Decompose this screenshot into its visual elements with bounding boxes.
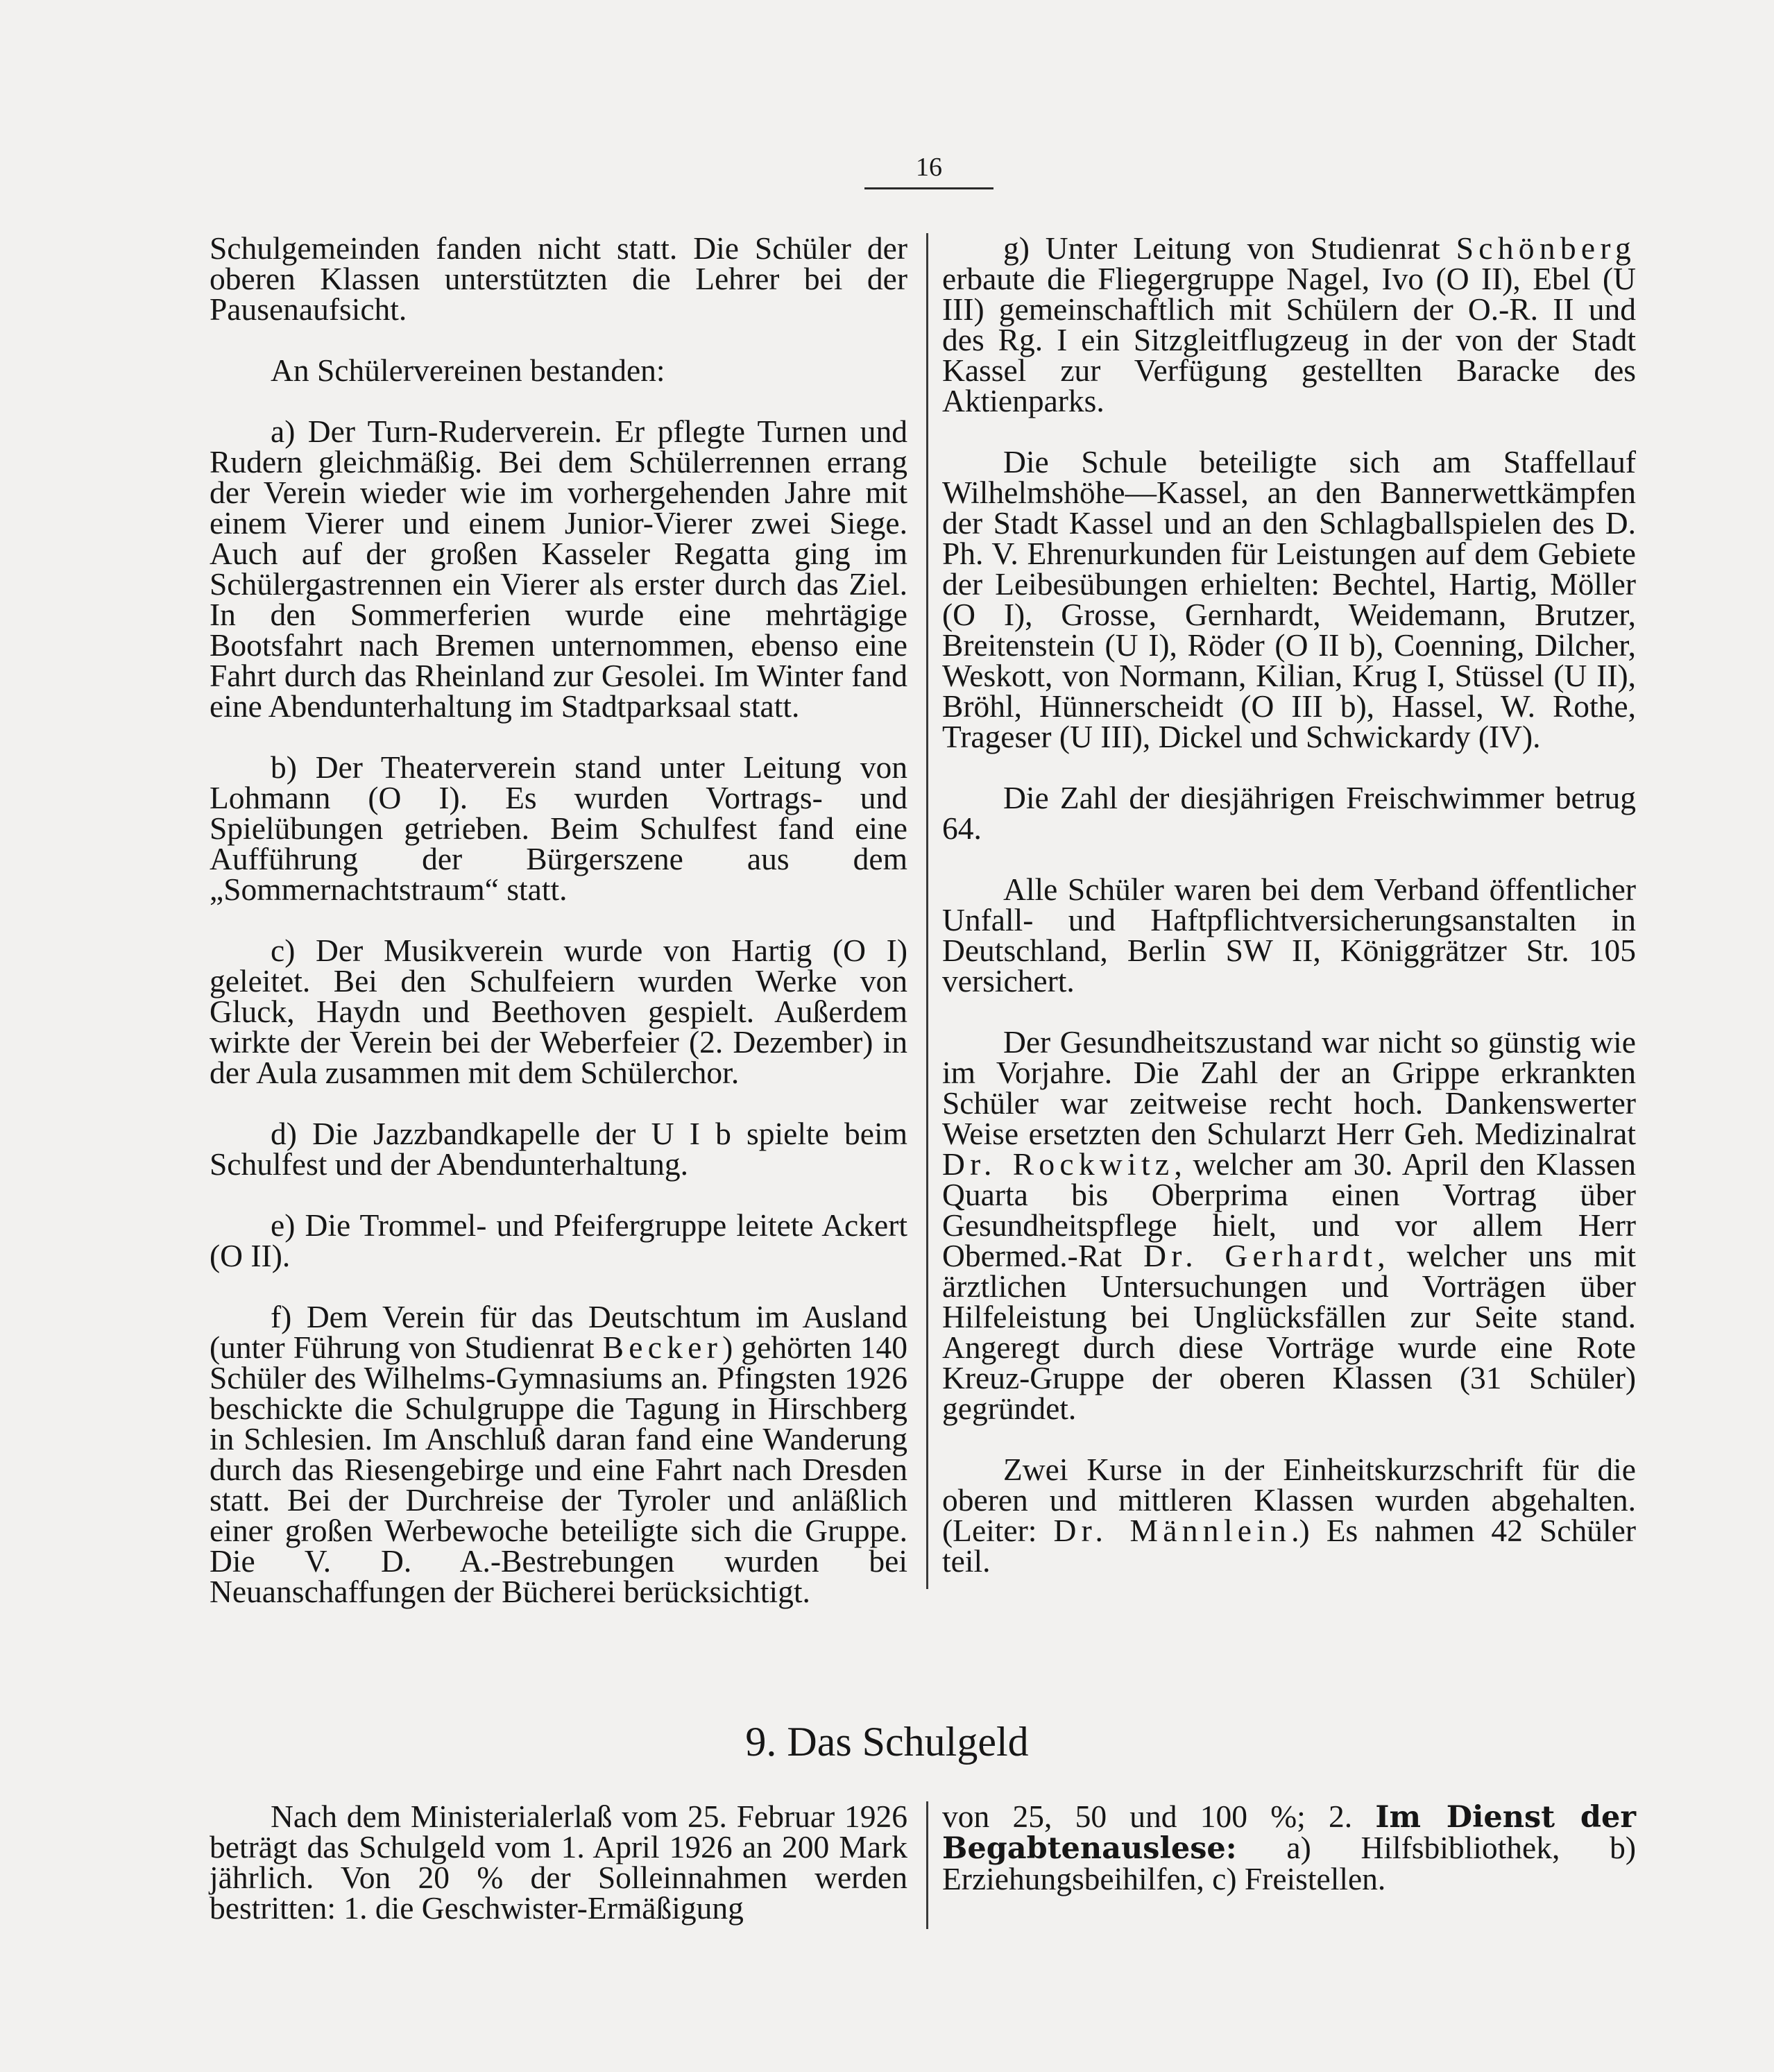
text-segment: f) Dem Verein für das Deutschtum im Ausland (unter Führung von Studienrat	[210, 1299, 907, 1365]
text-segment: Der Gesundheitszustand war nicht so günstig wie im Vorjahre. Die Zahl der an Grippe erkrankten Schüler war zeitweise recht hoch. Dankenswerter Weise ersetzten den Schularzt Herr Geh. Medizinalrat	[942, 1024, 1636, 1151]
column-divider-upper	[926, 233, 928, 1589]
paragraph-gesundheitszustand	[942, 1024, 1636, 1426]
text-segment: von 25, 50 und 100 %; 2.	[942, 1799, 1376, 1834]
paragraph-schulgeld: Nach dem Ministerialerlaß vom 25. Februar 1926 beträgt das Schulgeld vom 1. April 1926 an 200 Mark jährlich. Von 20 % der Solleinnahmen werden bestritten: 1. die Geschwister-Ermäßigung	[210, 1799, 907, 1926]
text-segment: a) Hilfsbibliothek, b) Erziehungsbeihilfen, c) Freistellen.	[942, 1830, 1636, 1896]
text-segment: g) Unter Leitung von Studienrat	[1003, 230, 1456, 266]
person-name: Dr. Gerhardt	[1143, 1238, 1378, 1273]
text-segment: erbaute die Fliegergruppe Nagel, Ivo (O II), Ebel (U III) gemeinschaftlich mit Schülern der O.-R. II und des Rg. I ein Sitzgleitflugzeug in der von der Stadt Kassel zur Verfügung gestellten Baracke des Aktienparks.	[942, 261, 1636, 418]
paragraph-freischwimmer: Die Zahl der diesjährigen Freischwimmer betrug 64.	[942, 780, 1636, 846]
person-name: Becker	[602, 1330, 723, 1365]
text-segment: ) gehörten 140 Schüler des Wilhelms-Gymnasiums an. Pfingsten 1926 beschickte die Schulgruppe die Tagung in Hirschberg in Schlesien. Im Anschluß daran fand eine Wanderung durch das Riesengebirge und eine Fahrt nach Dresden statt. Bei der Durchreise der Tyroler und anläßlich einer großen Werbewoche beteiligte sich die Gruppe. Die V. D. A.-Bestrebungen wurden bei Neuanschaffungen der Bücherei berücksichtigt.	[210, 1330, 907, 1609]
paragraph-schuelervereine-intro: An Schülervereinen bestanden:	[271, 353, 665, 388]
paragraph-pausenaufsicht: Schulgemeinden fanden nicht statt. Die Schüler der oberen Klassen unterstützten die Lehrer bei der Pausenaufsicht.	[210, 230, 907, 327]
paragraph-trommel-pfeifergruppe: e) Die Trommel- und Pfeifergruppe leitete Ackert (O II).	[210, 1207, 907, 1273]
text-segment: , welcher am 30. April den Klassen Quarta bis Oberprima einen Vortrag über Gesundheitspflege hielt, und vor allem Herr Obermed.-Rat	[942, 1146, 1636, 1273]
paragraph-fliegergruppe	[942, 230, 1636, 418]
paragraph-turn-ruderverein: a) Der Turn-Ruderverein. Er pflegte Turnen und Rudern gleichmäßig. Bei dem Schülerrennen errang der Verein wieder wie im vorhergehenden Jahre mit einem Vierer und einem Junior-Vierer zwei Siege. Auch auf der großen Kasseler Regatta ging im Schülergastrennen ein Vierer als erster durch das Ziel. In den Sommerferien wurde eine mehrtägige Bootsfahrt nach Bremen unternommen, ebenso eine Fahrt durch das Rheinland zur Gesolei. Im Winter fand eine Abendunterhaltung im Stadtparksaal statt.	[210, 414, 907, 724]
paragraph-staffellauf: Die Schule beteiligte sich am Staffellauf Wilhelmshöhe—Kassel, an den Bannerwettkämpfen der Stadt Kassel und an den Schlagballspielen des D. Ph. V. Ehrenurkunden für Leistungen auf dem Gebiete der Leibesübungen erhielten: Bechtel, Hartig, Möller (O I), Grosse, Gernhardt, Weidemann, Brutzer, Breitenstein (U I), Röder (O II b), Coenning, Dilcher, Weskott, von Normann, Kilian, Krug I, Stüssel (U II), Bröhl, Hünnerscheidt (O III b), Hassel, W. Rothe, Trageser (U III), Dickel und Schwickardy (IV).	[942, 444, 1636, 754]
schulgeld-left-column	[210, 1801, 907, 1924]
column-divider-lower	[926, 1801, 928, 1929]
text-segment: .) Es nahmen 42 Schüler teil.	[942, 1513, 1636, 1579]
paragraph-kurzschrift	[942, 1454, 1636, 1577]
right-column	[942, 230, 1636, 1579]
page-number-rule	[864, 187, 993, 189]
left-column	[210, 230, 907, 1609]
person-name: Schönberg	[1456, 230, 1636, 266]
paragraph-schulgeld-continued	[942, 1801, 1636, 1894]
bold-phrase: Im Dienst der Begabtenauslese:	[942, 1800, 1637, 1866]
paragraph-jazzbandkapelle: d) Die Jazzbandkapelle der U I b spielte beim Schulfest und der Abendunterhaltung.	[210, 1116, 907, 1182]
section-heading-schulgeld: 9. Das Schulgeld	[745, 1719, 1029, 1765]
person-name: Dr. Männlein	[1053, 1513, 1292, 1548]
person-name: Dr. Rockwitz	[942, 1146, 1175, 1182]
paragraph-musikverein: c) Der Musikverein wurde von Hartig (O I) geleitet. Bei den Schulfeiern wurden Werke von Gluck, Haydn und Beethoven gespielt. Außerdem wirkte der Verein bei der Weberfeier (2. Dezember) in der Aula zusammen mit dem Schülerchor.	[210, 933, 907, 1090]
text-segment: , welcher uns mit ärztlichen Untersuchungen und Vorträgen über Hilfeleistung bei Unglücksfällen zur Seite stand. Angeregt durch diese Vorträge wurde eine Rote Kreuz-Gruppe der oberen Klassen (31 Schüler) gegründet.	[942, 1238, 1636, 1426]
paragraph-versicherung: Alle Schüler waren bei dem Verband öffentlicher Unfall- und Haftpflichtversicherungsanstalten in Deutschland, Berlin SW II, Königgrätzer Str. 105 versichert.	[942, 872, 1636, 999]
text-segment: Zwei Kurse in der Einheitskurzschrift für die oberen und mittleren Klassen wurden abgehalten. (Leiter:	[942, 1452, 1636, 1548]
paragraph-theaterverein: b) Der Theaterverein stand unter Leitung von Lohmann (O I). Es wurden Vortrags- und Spielübungen getrieben. Beim Schulfest fand eine Aufführung der Bürgerszene aus dem „Sommernachtstraum“ statt.	[210, 749, 907, 907]
page-number: 16	[916, 153, 942, 182]
paragraph-deutschtum-verein	[210, 1299, 907, 1609]
schulgeld-right-column	[942, 1801, 1636, 1894]
